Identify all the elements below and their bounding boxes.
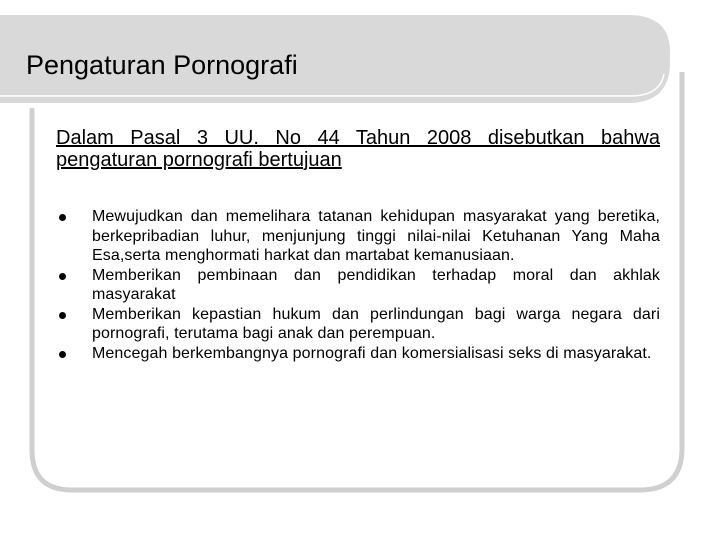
bullet-item: [56, 305, 660, 344]
bullet-dot-icon: [59, 273, 66, 280]
bullet-item: [56, 344, 660, 364]
bullet-text: Memberikan kepastian hukum dan perlindungan bagi warga negara dari pornografi, terutama bagi anak dan perempuan.: [92, 305, 660, 342]
bullet-dot-icon: [59, 351, 66, 358]
bullet-dot-icon: [59, 312, 66, 319]
bullet-text: Memberikan pembinaan dan pendidikan terhadap moral dan akhlak masyarakat: [92, 266, 660, 303]
slide-title: Pengaturan Pornografi: [26, 50, 298, 80]
bullet-item: [56, 266, 660, 305]
bullet-text: Mencegah berkembangnya pornografi dan komersialisasi seks di masyarakat.: [92, 344, 652, 362]
bullet-text: Mewujudkan dan memelihara tatanan kehidupan masyarakat yang beretika, berkepribadian luhur, menjunjung tinggi nilai-nilai Ketuhanan Yang Maha Esa,serta menghormati harkat dan martabat kemanusiaan.: [92, 208, 660, 264]
bullet-item: [56, 207, 660, 266]
bullet-dot-icon: [59, 214, 66, 221]
intro-paragraph: Dalam Pasal 3 UU. No 44 Tahun 2008 disebutkan bahwa pengaturan pornografi bertujuan: [56, 127, 660, 171]
bullet-list: [56, 207, 660, 363]
